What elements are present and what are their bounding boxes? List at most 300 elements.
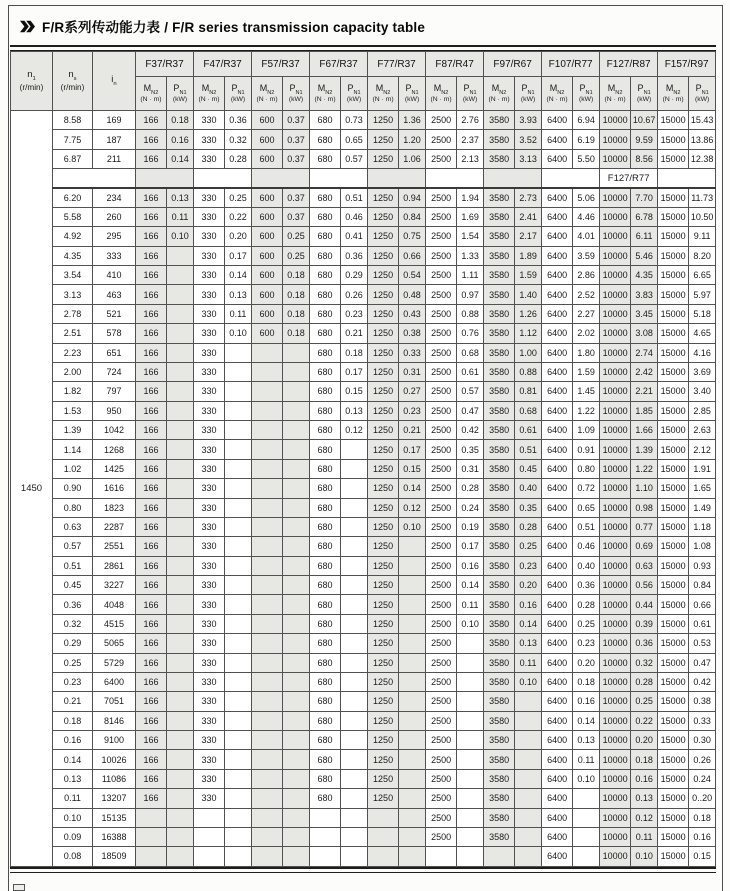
- torque-cell: [252, 576, 283, 595]
- table-row: [11, 827, 716, 846]
- torque-cell: 3580: [484, 556, 515, 575]
- torque-cell: 166: [136, 207, 167, 226]
- page-title: F/R系列传动能力表 / F/R series transmission capacity table: [42, 20, 426, 35]
- power-cell: [225, 692, 252, 711]
- power-cell: [225, 711, 252, 730]
- group-header-8: F107/R77: [542, 52, 600, 77]
- torque-cell: 680: [310, 149, 341, 168]
- table-row: [11, 440, 716, 459]
- power-cell: 0.57: [457, 382, 484, 401]
- ratio-cell: 1268: [93, 440, 136, 459]
- torque-cell: 10000: [600, 711, 631, 730]
- power-cell: [457, 634, 484, 653]
- power-cell: [225, 769, 252, 788]
- power-cell: 0.37: [283, 111, 310, 130]
- power-cell: [225, 808, 252, 827]
- torque-cell: 6400: [542, 595, 573, 614]
- torque-cell: 1250: [368, 517, 399, 536]
- power-cell: 1.39: [631, 440, 658, 459]
- power-cell: 1.11: [457, 266, 484, 285]
- power-cell: [167, 459, 194, 478]
- power-cell: 0.28: [515, 517, 542, 536]
- power-cell: 0.69: [631, 537, 658, 556]
- power-cell: [225, 847, 252, 866]
- power-cell: 0.25: [573, 614, 600, 633]
- power-cell: 0.25: [225, 188, 252, 207]
- torque-cell: 10000: [600, 789, 631, 808]
- power-cell: 0.22: [225, 207, 252, 226]
- torque-cell: 166: [136, 111, 167, 130]
- torque-cell: 600: [252, 207, 283, 226]
- output-speed-cell: 1.39: [53, 421, 93, 440]
- table-row: [11, 304, 716, 323]
- torque-cell: 6400: [542, 421, 573, 440]
- table-row: [11, 401, 716, 420]
- power-cell: 3.83: [631, 285, 658, 304]
- torque-cell: 1250: [368, 672, 399, 691]
- power-cell: 12.38: [689, 149, 716, 168]
- power-cell: 6.11: [631, 227, 658, 246]
- torque-cell: 2500: [426, 111, 457, 130]
- power-cell: 0.42: [689, 672, 716, 691]
- power-cell: 0.10: [167, 227, 194, 246]
- torque-cell: 680: [310, 634, 341, 653]
- torque-cell: 1250: [368, 537, 399, 556]
- output-speed-cell: 0.90: [53, 479, 93, 498]
- torque-cell: 330: [194, 285, 225, 304]
- power-cell: 0.13: [167, 188, 194, 207]
- torque-cell: 330: [194, 634, 225, 653]
- power-cell: 0.16: [515, 595, 542, 614]
- torque-cell: [136, 808, 167, 827]
- power-cell: [457, 827, 484, 846]
- torque-cell: 166: [136, 750, 167, 769]
- power-cell: [341, 847, 368, 866]
- input-speed-header: $n_1$ (r/min): [11, 52, 53, 111]
- output-speed-cell: 1.82: [53, 382, 93, 401]
- torque-cell: [252, 517, 283, 536]
- power-cell: 0.16: [631, 769, 658, 788]
- torque-cell: [252, 827, 283, 846]
- torque-cell: 2500: [426, 576, 457, 595]
- torque-cell: 1250: [368, 285, 399, 304]
- torque-cell: 6400: [542, 285, 573, 304]
- torque-cell: 3580: [484, 827, 515, 846]
- power-cell: [167, 576, 194, 595]
- group-header-9: F127/R87: [600, 52, 658, 77]
- power-cell: 2.63: [689, 421, 716, 440]
- power-cell: 0.33: [399, 343, 426, 362]
- torque-cell: 2500: [426, 266, 457, 285]
- torque-cell: 680: [310, 130, 341, 149]
- torque-cell: [252, 595, 283, 614]
- output-speed-cell: 0.21: [53, 692, 93, 711]
- torque-cell: 680: [310, 459, 341, 478]
- output-speed-header: $n_s$ (r/min): [53, 52, 93, 111]
- torque-cell: 330: [194, 479, 225, 498]
- torque-cell: 330: [194, 769, 225, 788]
- power-cell: 11.73: [689, 188, 716, 207]
- torque-cell: 680: [310, 401, 341, 420]
- torque-cell: 330: [194, 207, 225, 226]
- torque-cell: 1250: [368, 246, 399, 265]
- power-cell: [167, 653, 194, 672]
- torque-cell: 1250: [368, 421, 399, 440]
- torque-cell: 1250: [368, 789, 399, 808]
- torque-cell: 10000: [600, 731, 631, 750]
- torque-cell: 680: [310, 517, 341, 536]
- torque-cell: 10000: [600, 827, 631, 846]
- table-row: [11, 731, 716, 750]
- output-speed-cell: 0.63: [53, 517, 93, 536]
- torque-cell: 6400: [542, 479, 573, 498]
- ratio-cell: 4048: [93, 595, 136, 614]
- power-cell: 0.10: [573, 769, 600, 788]
- torque-cell: 166: [136, 789, 167, 808]
- group-header-1: F37/R37: [136, 52, 194, 77]
- torque-cell: 680: [310, 382, 341, 401]
- torque-cell: 2500: [426, 556, 457, 575]
- power-cell: [167, 556, 194, 575]
- torque-cell: 680: [310, 750, 341, 769]
- torque-cell: 6400: [542, 207, 573, 226]
- power-cell: 0.35: [515, 498, 542, 517]
- torque-cell: 10000: [600, 479, 631, 498]
- torque-cell: 15000: [658, 498, 689, 517]
- power-cell: 0.13: [573, 731, 600, 750]
- power-cell: [283, 362, 310, 381]
- torque-cell: [484, 847, 515, 866]
- ratio-cell: 234: [93, 188, 136, 207]
- power-cell: 0.56: [631, 576, 658, 595]
- power-cell: 0.57: [341, 149, 368, 168]
- ratio-cell: 5065: [93, 634, 136, 653]
- power-cell: 0.17: [341, 362, 368, 381]
- torque-cell: 1250: [368, 382, 399, 401]
- torque-cell: 6400: [542, 266, 573, 285]
- torque-cell: 1250: [368, 556, 399, 575]
- power-cell: 0.37: [283, 207, 310, 226]
- output-speed-cell: 4.35: [53, 246, 93, 265]
- torque-cell: 680: [310, 672, 341, 691]
- torque-cell: 2500: [426, 401, 457, 420]
- torque-col-header: $M_{N2}$ (N · m): [194, 77, 225, 111]
- torque-cell: 1250: [368, 362, 399, 381]
- torque-cell: 10000: [600, 266, 631, 285]
- power-cell: 0.66: [399, 246, 426, 265]
- output-speed-cell: 2.51: [53, 324, 93, 343]
- torque-cell: 2500: [426, 692, 457, 711]
- power-cell: [399, 692, 426, 711]
- power-cell: [341, 731, 368, 750]
- power-cell: 5.06: [573, 188, 600, 207]
- power-cell: 0.18: [283, 324, 310, 343]
- power-cell: 0.15: [689, 847, 716, 866]
- power-cell: [341, 479, 368, 498]
- torque-cell: 3580: [484, 207, 515, 226]
- torque-cell: 10000: [600, 111, 631, 130]
- power-cell: [399, 556, 426, 575]
- table-row: [11, 595, 716, 614]
- power-cell: 0.13: [225, 285, 252, 304]
- power-cell: 15.43: [689, 111, 716, 130]
- torque-cell: [252, 343, 283, 362]
- capacity-table: [10, 51, 716, 867]
- power-cell: 1.80: [573, 343, 600, 362]
- torque-cell: 3580: [484, 479, 515, 498]
- torque-cell: 2500: [426, 614, 457, 633]
- torque-cell: 2500: [426, 672, 457, 691]
- power-cell: 3.52: [515, 130, 542, 149]
- torque-cell: 166: [136, 246, 167, 265]
- ratio-cell: 950: [93, 401, 136, 420]
- power-cell: 0.63: [631, 556, 658, 575]
- power-cell: [167, 362, 194, 381]
- power-cell: [283, 479, 310, 498]
- torque-cell: 166: [136, 614, 167, 633]
- group-header-7: F97/R67: [484, 52, 542, 77]
- power-cell: 4.46: [573, 207, 600, 226]
- torque-cell: 1250: [368, 149, 399, 168]
- power-cell: 0.13: [341, 401, 368, 420]
- torque-cell: 166: [136, 149, 167, 168]
- power-cell: 0.40: [515, 479, 542, 498]
- group-header-10: F157/R97: [658, 52, 716, 77]
- torque-cell: 6400: [542, 324, 573, 343]
- torque-cell: [252, 382, 283, 401]
- torque-col-header: $M_{N2}$ (N · m): [484, 77, 515, 111]
- torque-cell: [136, 827, 167, 846]
- torque-cell: 330: [194, 227, 225, 246]
- torque-cell: 6400: [542, 362, 573, 381]
- power-cell: 0.19: [457, 517, 484, 536]
- torque-cell: 3580: [484, 692, 515, 711]
- separator-cell: [136, 169, 194, 188]
- power-cell: [283, 653, 310, 672]
- output-speed-cell: 0.80: [53, 498, 93, 517]
- power-cell: 0.51: [515, 440, 542, 459]
- power-cell: 0.36: [225, 111, 252, 130]
- torque-cell: 15000: [658, 517, 689, 536]
- power-cell: 1.06: [399, 149, 426, 168]
- torque-cell: 10000: [600, 595, 631, 614]
- torque-cell: 600: [252, 149, 283, 168]
- torque-cell: 2500: [426, 595, 457, 614]
- power-cell: [573, 827, 600, 846]
- power-cell: 1.54: [457, 227, 484, 246]
- power-cell: 0.27: [399, 382, 426, 401]
- torque-cell: 15000: [658, 614, 689, 633]
- torque-cell: 15000: [658, 246, 689, 265]
- torque-cell: 600: [252, 266, 283, 285]
- torque-cell: 15000: [658, 731, 689, 750]
- header-row-groups: [11, 52, 716, 77]
- torque-cell: 15000: [658, 324, 689, 343]
- torque-cell: 2500: [426, 789, 457, 808]
- torque-cell: 15000: [658, 304, 689, 323]
- torque-cell: 2500: [426, 459, 457, 478]
- power-col-header: $P_{N1}$ (kW): [225, 77, 252, 111]
- torque-cell: 1250: [368, 188, 399, 207]
- torque-cell: 15000: [658, 421, 689, 440]
- power-cell: [341, 576, 368, 595]
- power-cell: [399, 847, 426, 866]
- power-cell: 0.17: [225, 246, 252, 265]
- power-cell: 0.94: [399, 188, 426, 207]
- power-cell: 2.17: [515, 227, 542, 246]
- power-cell: 5.50: [573, 149, 600, 168]
- torque-cell: 1250: [368, 731, 399, 750]
- output-speed-cell: 8.58: [53, 111, 93, 130]
- torque-cell: 166: [136, 576, 167, 595]
- ratio-cell: 8146: [93, 711, 136, 730]
- table-row: [11, 188, 716, 207]
- power-cell: [341, 537, 368, 556]
- torque-cell: 2500: [426, 808, 457, 827]
- torque-col-header: $M_{N2}$ (N · m): [542, 77, 573, 111]
- torque-cell: [252, 789, 283, 808]
- power-cell: [283, 382, 310, 401]
- torque-cell: 15000: [658, 634, 689, 653]
- power-cell: [167, 517, 194, 536]
- power-col-header: $P_{N1}$ (kW): [283, 77, 310, 111]
- ratio-cell: 211: [93, 149, 136, 168]
- power-cell: [283, 827, 310, 846]
- power-cell: [341, 595, 368, 614]
- torque-cell: 1250: [368, 576, 399, 595]
- power-cell: 0.26: [689, 750, 716, 769]
- table-row: [11, 246, 716, 265]
- torque-cell: 6400: [542, 440, 573, 459]
- output-speed-cell: 3.13: [53, 285, 93, 304]
- power-cell: 0.25: [283, 227, 310, 246]
- torque-col-header: $M_{N2}$ (N · m): [368, 77, 399, 111]
- output-speed-cell: 0.29: [53, 634, 93, 653]
- power-cell: 0.24: [457, 498, 484, 517]
- power-cell: 2.73: [515, 188, 542, 207]
- power-cell: 0.72: [573, 479, 600, 498]
- power-cell: [457, 789, 484, 808]
- torque-cell: [252, 362, 283, 381]
- torque-cell: 1250: [368, 479, 399, 498]
- output-speed-cell: 0.08: [53, 847, 93, 866]
- torque-cell: 10000: [600, 517, 631, 536]
- power-cell: [399, 634, 426, 653]
- torque-cell: 6400: [542, 692, 573, 711]
- power-cell: [341, 614, 368, 633]
- power-cell: [283, 614, 310, 633]
- torque-cell: 1250: [368, 614, 399, 633]
- power-cell: [341, 653, 368, 672]
- power-cell: 0.18: [283, 266, 310, 285]
- power-cell: 5.18: [689, 304, 716, 323]
- torque-cell: 330: [194, 149, 225, 168]
- torque-cell: 680: [310, 711, 341, 730]
- table-row: [11, 227, 716, 246]
- torque-cell: 3580: [484, 266, 515, 285]
- power-cell: 0.32: [225, 130, 252, 149]
- power-cell: [283, 808, 310, 827]
- power-cell: 0.11: [515, 653, 542, 672]
- torque-cell: 330: [194, 188, 225, 207]
- torque-cell: 166: [136, 459, 167, 478]
- power-cell: 0.47: [457, 401, 484, 420]
- torque-cell: 15000: [658, 827, 689, 846]
- torque-cell: 2500: [426, 653, 457, 672]
- power-cell: [457, 769, 484, 788]
- separator-lead-cell: [53, 169, 136, 188]
- torque-cell: 6400: [542, 188, 573, 207]
- torque-cell: 6400: [542, 498, 573, 517]
- power-cell: [399, 614, 426, 633]
- power-cell: 0.51: [573, 517, 600, 536]
- torque-cell: 10000: [600, 672, 631, 691]
- output-speed-cell: 0.32: [53, 614, 93, 633]
- output-speed-cell: 2.78: [53, 304, 93, 323]
- power-cell: [225, 479, 252, 498]
- torque-cell: 1250: [368, 459, 399, 478]
- power-cell: 2.12: [689, 440, 716, 459]
- output-speed-cell: 0.09: [53, 827, 93, 846]
- torque-cell: 166: [136, 421, 167, 440]
- power-cell: 1.59: [573, 362, 600, 381]
- power-cell: 0.13: [515, 634, 542, 653]
- power-cell: 0.11: [631, 827, 658, 846]
- power-cell: 0.12: [399, 498, 426, 517]
- torque-cell: [252, 769, 283, 788]
- power-cell: 2.37: [457, 130, 484, 149]
- torque-cell: 3580: [484, 672, 515, 691]
- power-cell: 0.12: [631, 808, 658, 827]
- power-cell: 1.36: [399, 111, 426, 130]
- power-cell: 8.56: [631, 149, 658, 168]
- ratio-cell: 463: [93, 285, 136, 304]
- power-cell: [341, 440, 368, 459]
- output-speed-cell: 0.51: [53, 556, 93, 575]
- power-cell: 0.39: [631, 614, 658, 633]
- page-border-left: [8, 5, 9, 891]
- power-cell: 0.36: [341, 246, 368, 265]
- power-cell: [225, 595, 252, 614]
- torque-cell: 6400: [542, 634, 573, 653]
- power-cell: 1.18: [689, 517, 716, 536]
- torque-cell: 15000: [658, 479, 689, 498]
- power-cell: 0.18: [573, 672, 600, 691]
- torque-cell: 10000: [600, 692, 631, 711]
- power-cell: 7.70: [631, 188, 658, 207]
- torque-cell: [252, 421, 283, 440]
- power-cell: [283, 711, 310, 730]
- separator-cell: [368, 169, 426, 188]
- table-row: [11, 421, 716, 440]
- torque-cell: 10000: [600, 769, 631, 788]
- ratio-cell: 7051: [93, 692, 136, 711]
- torque-cell: 2500: [426, 362, 457, 381]
- power-cell: [167, 421, 194, 440]
- separator-cell: [658, 169, 716, 188]
- torque-cell: [194, 808, 225, 827]
- power-cell: [341, 789, 368, 808]
- torque-cell: 680: [310, 769, 341, 788]
- torque-cell: 600: [252, 111, 283, 130]
- power-cell: 0.16: [457, 556, 484, 575]
- torque-cell: 15000: [658, 595, 689, 614]
- power-cell: 1.09: [573, 421, 600, 440]
- power-cell: 0.20: [573, 653, 600, 672]
- output-speed-cell: 2.00: [53, 362, 93, 381]
- torque-cell: 2500: [426, 421, 457, 440]
- torque-cell: 166: [136, 324, 167, 343]
